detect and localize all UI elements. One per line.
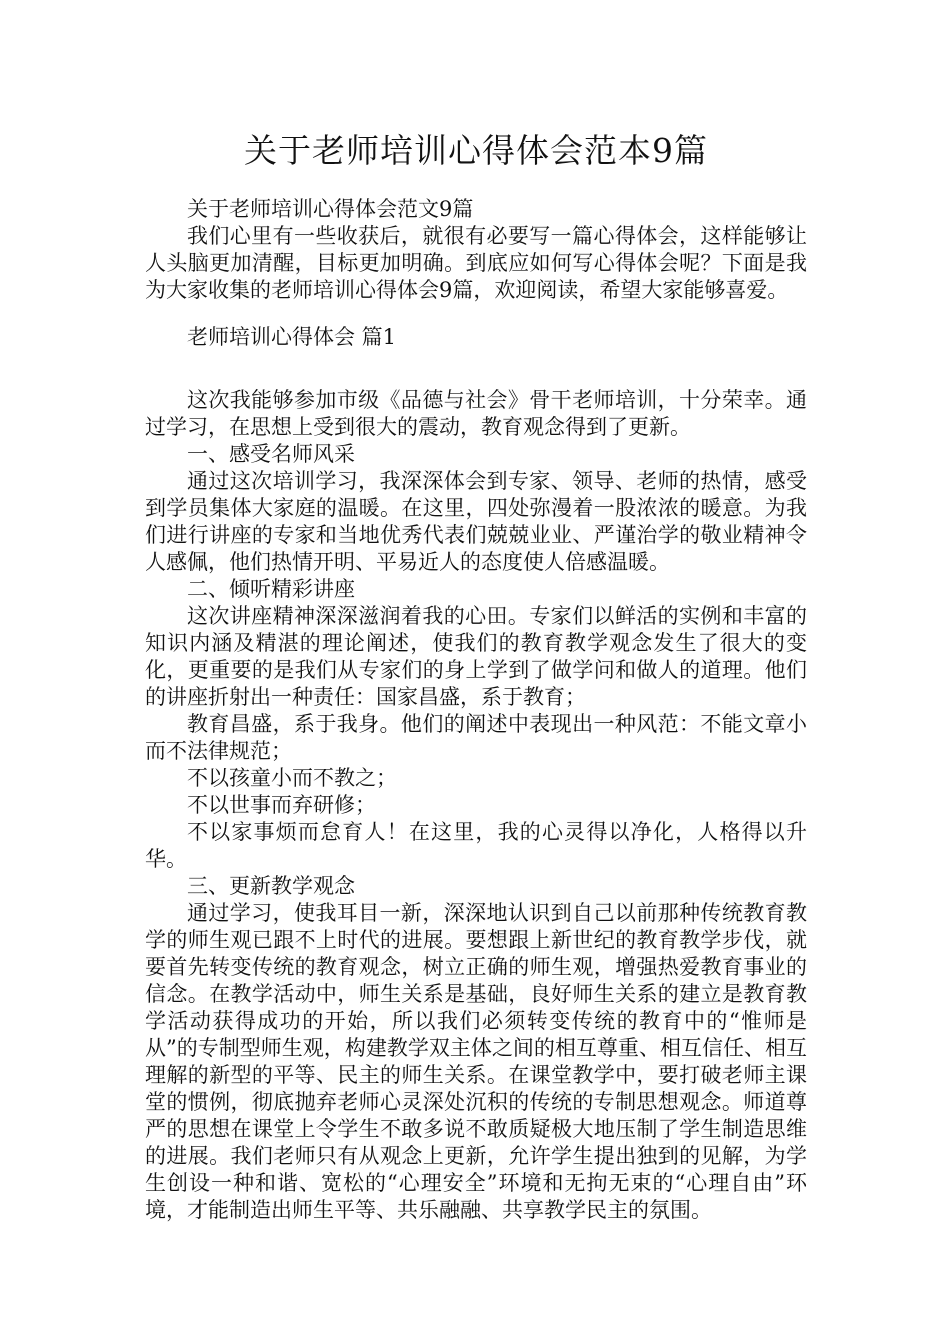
document-page: [145, 0, 807, 1224]
subheading: 二、倾听精彩讲座: [187, 577, 355, 601]
body-paragraph: 通过学习，使我耳目一新，深深地认识到自己以前那种传统教育教学的师生观已跟不上时代的进展。要想跟上新世纪的教育教学步伐，就要首先转变传统的教育观念，树立正确的师生观，增强热爱教育事业的信念。在教学活动中，师生关系是基础，良好师生关系的建立是教育教学活动获得成功的开始，所以我们必须转变传统的教育中的“惟师是从”的专制型师生观，构建教学双主体之间的相互尊重、相互信任、相互理解的新型的平等、民主的师生关系。在课堂教学中，要打破老师主课堂的惯例，彻底抛弃老师心灵深处沉积的传统的专制思想观念。师道尊严的思想在课堂上令学生不敢多说不敢质疑极大地压制了学生制造思维的进展。我们老师只有从观念上更新，允许学生提出独到的见解，为学生创设一种和谐、宽松的“心理安全”环境和无拘无束的“心理自由”环境，才能制造出师生平等、共乐融融、共享教学民主的氛围。: [145, 901, 807, 1222]
body-paragraph: 不以孩童小而不教之；: [187, 766, 397, 790]
body-paragraph: 这次讲座精神深深滋润着我的心田。专家们以鲜活的实例和丰富的知识内涵及精湛的理论阐述，使我们的教育教学观念发生了很大的变化，更重要的是我们从专家们的身上学到了做学问和做人的道理。他们的讲座折射出一种责任：国家昌盛，系于教育；: [145, 604, 807, 709]
subheading: 三、更新教学观念: [187, 874, 355, 898]
subheading: 一、感受名师风采: [187, 442, 355, 466]
body-paragraph: 教育昌盛，系于我身。他们的阐述中表现出一种风范：不能文章小而不法律规范；: [145, 712, 807, 763]
section-title: 老师培训心得体会 篇1: [187, 325, 397, 349]
intro-paragraph: 我们心里有一些收获后，就很有必要写一篇心得体会，这样能够让人头脑更加清醒，目标更加明确。到底应如何写心得体会呢？下面是我为大家收集的老师培训心得体会9篇，欢迎阅读，希望大家能够喜爱。: [145, 224, 807, 302]
body-paragraph: 这次我能够参加市级《品德与社会》骨干老师培训，十分荣幸。通过学习，在思想上受到很大的震动，教育观念得到了更新。: [145, 388, 807, 439]
lead-title: 关于老师培训心得体会范文9篇: [187, 197, 474, 221]
body-paragraph: 通过这次培训学习，我深深体会到专家、领导、老师的热情，感受到学员集体大家庭的温暖。在这里，四处弥漫着一股浓浓的暖意。为我们进行讲座的专家和当地优秀代表们兢兢业业、严谨治学的敬业精神令人感佩，他们热情开明、平易近人的态度使人倍感温暖。: [145, 469, 807, 574]
body-paragraph: 不以世事而弃研修；: [187, 793, 376, 817]
lead-block: [145, 196, 807, 304]
body-text: [145, 387, 807, 1224]
body-paragraph: 不以家事烦而怠育人！在这里，我的心灵得以净化，人格得以升华。: [145, 820, 807, 871]
document-title: 关于老师培训心得体会范本9篇: [244, 131, 708, 170]
